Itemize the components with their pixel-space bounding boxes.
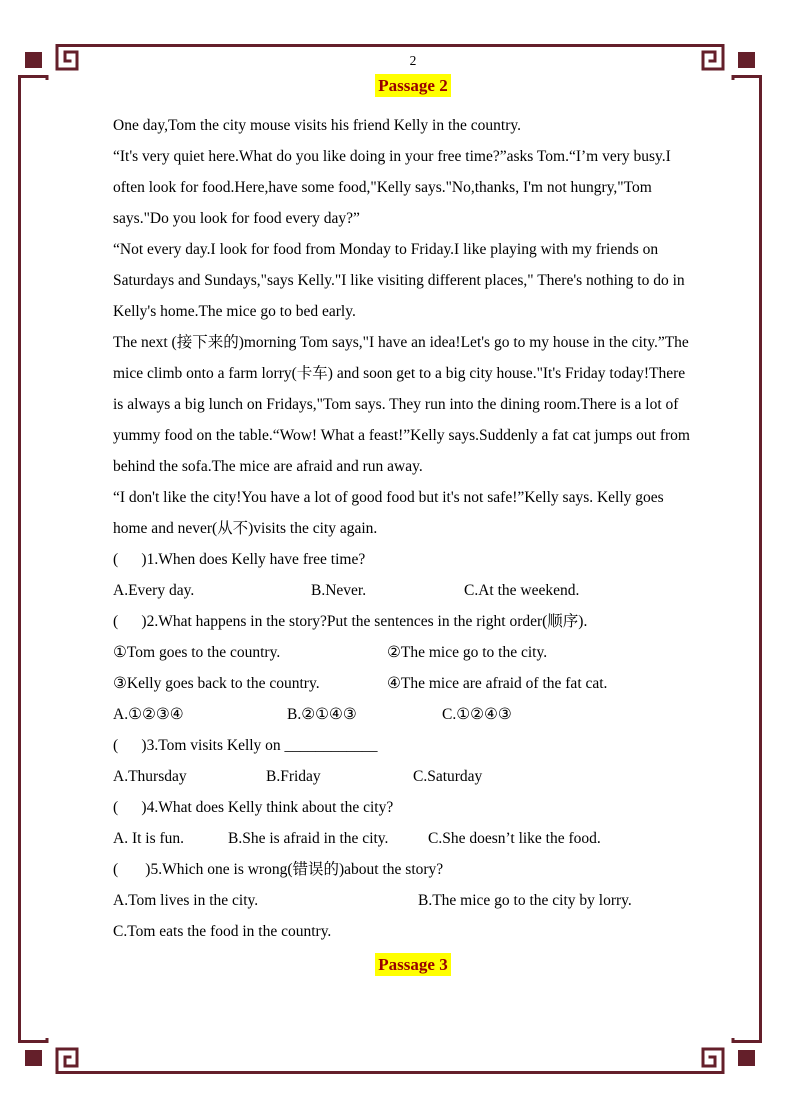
option-c: C.①②④③ [442, 706, 512, 723]
passage-line: Saturdays and Sundays,"says Kelly."I like visiting different places," There's nothing to do in [113, 272, 685, 289]
option-a: A.Tom lives in the city. [113, 892, 259, 909]
passage-line: says."Do you look for food every day?” [113, 210, 360, 227]
document-content [113, 50, 713, 981]
passage-line: “It's very quiet here.What do you like doing in your free time?”asks Tom.“I’m very busy.I [113, 148, 671, 165]
question-3-options [113, 761, 713, 792]
option-a: A.Thursday [113, 768, 187, 785]
question-1-options [113, 575, 713, 606]
page-number: 2 [409, 53, 417, 68]
passage-line: One day,Tom the city mouse visits his friend Kelly in the country. [113, 117, 522, 134]
option-c: C.She doesn’t like the food. [428, 830, 601, 847]
question-2-sentences-row-1 [113, 637, 713, 668]
option-a: A. It is fun. [113, 830, 185, 847]
question-2-options [113, 699, 713, 730]
passage-line: is always a big lunch on Fridays,"Tom says. They run into the dining room.There is a lot of [113, 396, 679, 413]
option-a: A.①②③④ [113, 706, 184, 723]
passage-line: The next (接下来的)morning Tom says,"I have an idea!Let's go to my house in the city.”The [113, 334, 689, 351]
sentence-2: ②The mice go to the city. [387, 644, 548, 661]
sentence-3: ③Kelly goes back to the country. [113, 675, 320, 692]
question-4-stem: ( )4.What does Kelly think about the city? [113, 799, 394, 816]
passage-2-body [113, 110, 713, 947]
corner-ornament-icon [700, 1038, 780, 1118]
question-4-options [113, 823, 713, 854]
passage-line: mice climb onto a farm lorry(卡车) and soon get to a big city house."It's Friday today!There [113, 365, 686, 382]
question-5-options-row-1 [113, 885, 713, 916]
frame-border-right [759, 78, 762, 1040]
passage-line: yummy food on the table.“Wow! What a feast!”Kelly says.Suddenly a fat cat jumps out from [113, 427, 690, 444]
frame-border-top [78, 44, 702, 47]
passage-line: “I don't like the city!You have a lot of good food but it's not safe!”Kelly says. Kelly goes [113, 489, 664, 506]
passage-2-heading [113, 72, 713, 102]
option-b: B.The mice go to the city by lorry. [418, 892, 632, 909]
question-2-stem: ( )2.What happens in the story?Put the sentences in the right order(顺序). [113, 613, 588, 630]
passage-line: often look for food.Here,have some food,"Kelly says."No,thanks, I'm not hungry,"Tom [113, 179, 652, 196]
frame-border-bottom [78, 1071, 702, 1074]
option-b: B.She is afraid in the city. [228, 830, 389, 847]
corner-ornament-icon [0, 1038, 80, 1118]
question-1-stem: ( )1.When does Kelly have free time? [113, 551, 366, 568]
passage-line: home and never(从不)visits the city again. [113, 520, 378, 537]
question-3-stem: ( )3.Tom visits Kelly on ____________ [113, 737, 378, 754]
option-a: A.Every day. [113, 582, 195, 599]
frame-border-left [18, 78, 21, 1040]
option-b: B.Never. [311, 582, 367, 599]
sentence-4: ④The mice are afraid of the fat cat. [387, 675, 608, 692]
question-5-stem: ( )5.Which one is wrong(错误的)about the story? [113, 861, 444, 878]
option-b: B.Friday [266, 768, 321, 785]
question-5-option-c: C.Tom eats the food in the country. [113, 923, 332, 940]
passage-line: behind the sofa.The mice are afraid and run away. [113, 458, 423, 475]
passage-3-heading [113, 951, 713, 981]
passage-line: Kelly's home.The mice go to bed early. [113, 303, 356, 320]
option-c: C.At the weekend. [464, 582, 580, 599]
passage-line: “Not every day.I look for food from Monday to Friday.I like playing with my friends on [113, 241, 659, 258]
sentence-1: ①Tom goes to the country. [113, 644, 281, 661]
option-c: C.Saturday [413, 768, 483, 785]
passage-3-title: Passage 3 [375, 953, 450, 976]
corner-ornament-icon [0, 0, 80, 80]
option-b: B.②①④③ [287, 706, 357, 723]
question-2-sentences-row-2 [113, 668, 713, 699]
passage-2-title: Passage 2 [375, 74, 450, 97]
